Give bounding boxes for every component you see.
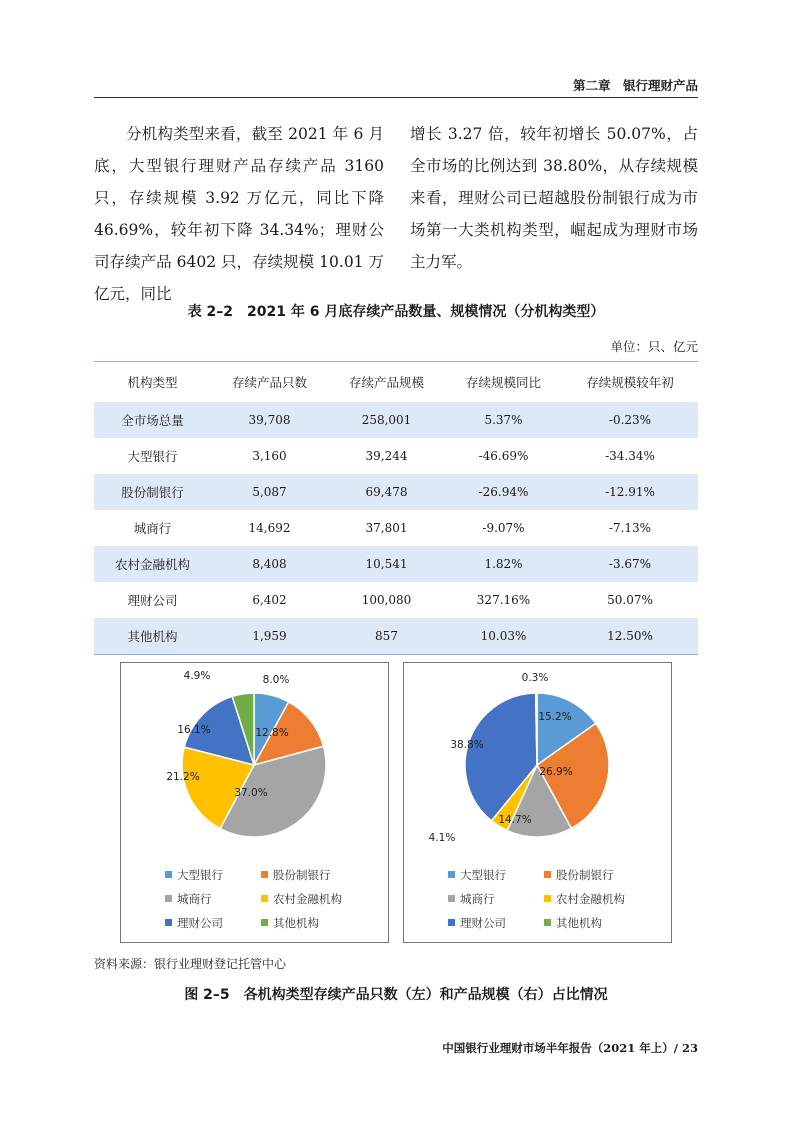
- legend-swatch: [448, 895, 455, 902]
- table-cell: 1,959: [211, 618, 328, 655]
- legend-item: [165, 891, 212, 907]
- chapter-header: 第二章 银行理财产品: [572, 78, 698, 93]
- legend-label: 大型银行: [177, 868, 223, 882]
- table-cell: 全市场总量: [94, 402, 211, 438]
- table-title: 表 2–2 2021 年 6 月底存续产品数量、规模情况（分机构类型）: [187, 304, 605, 320]
- pie-data-label: 4.1%: [428, 832, 456, 844]
- legend-swatch: [261, 871, 268, 878]
- legend-label: 理财公司: [460, 916, 506, 930]
- table-cell: 10.03%: [445, 618, 562, 655]
- table-cell: 5,087: [211, 474, 328, 510]
- body-paragraph-left: 分机构类型来看，截至 2021 年 6 月底，大型银行理财产品存续产品 3160 只，存续规模 3.92 万亿元，同比下降 46.69%，较年初下降 34.34%；理财公司存续产品 6402 只，存续规模 10.01 万亿元，同比: [94, 125, 384, 303]
- table-header-row: [94, 362, 698, 403]
- table-cell: 69,478: [328, 474, 445, 510]
- table-header-cell: 存续产品规模: [328, 362, 445, 403]
- table-cell: 3,160: [252, 449, 287, 463]
- pie-chart-scale-svg: [404, 663, 671, 853]
- legend-item: [261, 867, 331, 883]
- pie-data-label: 12.8%: [255, 727, 289, 739]
- table-header-cell: 存续产品只数: [211, 362, 328, 403]
- pie-chart-count: [120, 662, 389, 943]
- legend-item: [448, 867, 506, 883]
- table-unit: 单位：只、亿元: [610, 339, 698, 354]
- table-cell: 258,001: [328, 402, 445, 438]
- legend-label: 大型银行: [460, 868, 506, 882]
- pie-data-label: 38.8%: [450, 739, 484, 751]
- table-cell: 1.82%: [445, 546, 562, 582]
- table-cell: 39,708: [211, 402, 328, 438]
- table-cell: 8,408: [211, 546, 328, 582]
- figure-title: 图 2–5 各机构类型存续产品只数（左）和产品规模（右）占比情况: [184, 987, 608, 1003]
- table-row: [94, 582, 698, 618]
- legend-item: [261, 915, 319, 931]
- legend-swatch: [261, 895, 268, 902]
- pie-data-label: 16.1%: [177, 724, 211, 736]
- page-footer: 中国银行业理财市场半年报告（2021 年上）/ 23: [442, 1041, 698, 1055]
- table-cell: 10,541: [328, 546, 445, 582]
- legend-label: 股份制银行: [273, 868, 331, 882]
- legend-label: 城商行: [177, 892, 212, 906]
- table-cell: -7.13%: [608, 521, 652, 535]
- pie-data-label: 15.2%: [538, 711, 572, 723]
- table-cell: 5.37%: [445, 402, 562, 438]
- pie-chart-count-svg: [121, 663, 388, 853]
- table-cell: -3.67%: [562, 546, 698, 582]
- legend-swatch: [165, 895, 172, 902]
- legend-swatch: [261, 919, 268, 926]
- legend-swatch: [544, 895, 551, 902]
- legend-item: [544, 915, 602, 931]
- legend-swatch: [165, 919, 172, 926]
- table-cell: 857: [328, 618, 445, 655]
- legend-item: [544, 891, 625, 907]
- header-divider: [94, 97, 698, 98]
- legend-swatch: [544, 871, 551, 878]
- table-cell: -46.69%: [478, 449, 529, 463]
- legend-item: [448, 891, 495, 907]
- legend-label: 农村金融机构: [556, 892, 625, 906]
- table-cell: -26.94%: [445, 474, 562, 510]
- legend-label: 理财公司: [177, 916, 223, 930]
- pie-data-label: 21.2%: [166, 771, 200, 783]
- legend-item: [165, 915, 223, 931]
- table-cell: 理财公司: [127, 593, 178, 608]
- table-cell: 327.16%: [476, 593, 531, 607]
- table-cell: 农村金融机构: [94, 546, 211, 582]
- legend-label: 农村金融机构: [273, 892, 342, 906]
- table-cell: 50.07%: [607, 593, 653, 607]
- table-header-cell: 存续规模较年初: [562, 362, 698, 403]
- pie-data-label: 14.7%: [498, 814, 532, 826]
- body-column-right: [410, 118, 698, 278]
- legend-item: [448, 915, 506, 931]
- table-cell: -34.34%: [605, 449, 655, 463]
- table-cell: 股份制银行: [94, 474, 211, 510]
- pie-data-label: 26.9%: [539, 766, 573, 778]
- table-cell: 大型银行: [127, 449, 178, 464]
- table-row: [94, 402, 698, 438]
- source-note: 资料来源：银行业理财登记托管中心: [94, 957, 287, 971]
- table-cell: 城商行: [133, 521, 172, 536]
- legend-item: [261, 891, 342, 907]
- table-cell: 37,801: [365, 521, 408, 535]
- table-cell: -12.91%: [562, 474, 698, 510]
- table-row: [94, 474, 698, 510]
- legend-swatch: [448, 871, 455, 878]
- table-row: [94, 438, 698, 474]
- body-column-left: [94, 118, 384, 310]
- legend-swatch: [448, 919, 455, 926]
- pie-data-label: 4.9%: [183, 670, 211, 682]
- table-cell: -9.07%: [482, 521, 525, 535]
- data-table: [94, 361, 698, 655]
- table-row: [94, 618, 698, 655]
- table-header-cell: 机构类型: [94, 362, 211, 403]
- legend-swatch: [165, 871, 172, 878]
- pie-data-label: 8.0%: [262, 674, 290, 686]
- legend-label: 城商行: [460, 892, 495, 906]
- legend-label: 其他机构: [273, 916, 319, 930]
- table-cell: 其他机构: [94, 618, 211, 655]
- pie-data-label: 0.3%: [521, 672, 549, 684]
- table-cell: 100,080: [361, 593, 412, 607]
- legend-swatch: [544, 919, 551, 926]
- legend-item: [165, 867, 223, 883]
- legend-item: [544, 867, 614, 883]
- pie-data-label: 37.0%: [234, 787, 268, 799]
- table-cell: -0.23%: [562, 402, 698, 438]
- table-cell: 6,402: [252, 593, 287, 607]
- table-row: [94, 546, 698, 582]
- table-cell: 12.50%: [562, 618, 698, 655]
- body-paragraph-right: 增长 3.27 倍，较年初增长 50.07%，占全市场的比例达到 38.80%，从存续规模来看，理财公司已超越股份制银行成为市场第一大类机构类型，崛起成为理财市场主力军。: [410, 125, 698, 271]
- legend-label: 股份制银行: [556, 868, 614, 882]
- table-header-cell: 存续规模同比: [445, 362, 562, 403]
- table-cell: 14,692: [248, 521, 291, 535]
- table-row: [94, 510, 698, 546]
- table-cell: 39,244: [365, 449, 408, 463]
- legend-label: 其他机构: [556, 916, 602, 930]
- pie-chart-scale: [403, 662, 672, 943]
